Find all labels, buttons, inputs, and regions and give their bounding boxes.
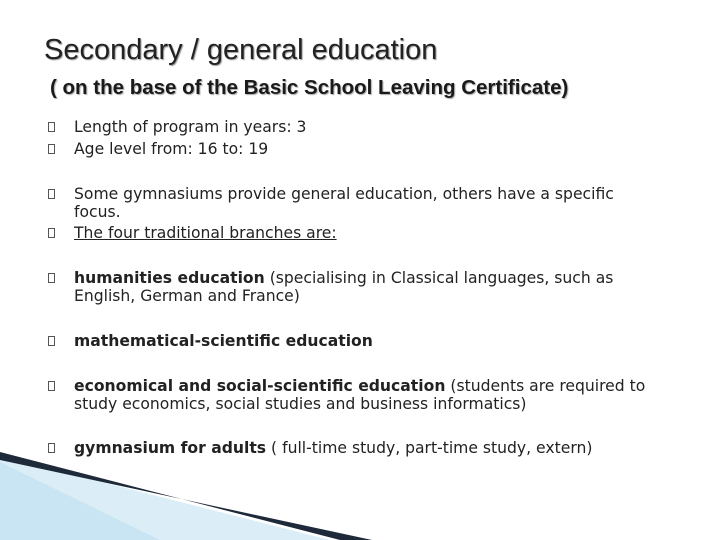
bullet-bold-text: economical and social-scientific education bbox=[74, 377, 446, 395]
list-item bbox=[48, 224, 698, 242]
slide-title: Secondary / general education bbox=[44, 34, 438, 66]
slide-subtitle: ( on the base of the Basic School Leaving Certificate) bbox=[50, 76, 569, 99]
bullet-text: Length of program in years: 3 bbox=[74, 118, 307, 136]
list-item bbox=[48, 118, 698, 136]
bullet-rest-text: ( full-time study, part-time study, extern) bbox=[266, 439, 593, 457]
bullet-bold-text: gymnasium for adults bbox=[74, 439, 267, 457]
bullet-rest-text: (students are required to study economics, social studies and business informatics) bbox=[74, 377, 646, 413]
list-item bbox=[48, 140, 698, 158]
list-item bbox=[48, 185, 698, 221]
square-bullet-icon bbox=[48, 144, 55, 154]
bullet-text bbox=[74, 377, 689, 413]
square-bullet-icon bbox=[48, 336, 55, 346]
bullet-text bbox=[74, 269, 664, 305]
square-bullet-icon bbox=[48, 273, 55, 283]
square-bullet-icon bbox=[48, 381, 55, 391]
bullet-rest-text: (specialising in Classical languages, such as English, German and France) bbox=[74, 269, 614, 305]
bullet-text bbox=[74, 332, 698, 350]
bullet-text: The four traditional branches are: bbox=[74, 224, 337, 242]
bullet-text: Age level from: 16 to: 19 bbox=[74, 140, 269, 158]
bullet-bold-text: humanities education bbox=[74, 269, 265, 287]
square-bullet-icon bbox=[48, 122, 55, 132]
square-bullet-icon bbox=[48, 228, 55, 238]
list-item bbox=[48, 377, 698, 413]
square-bullet-icon bbox=[48, 189, 55, 199]
list-item bbox=[48, 269, 698, 305]
bullet-bold-text: mathematical-scientific education bbox=[74, 332, 373, 350]
bullet-text: Some gymnasiums provide general education, others have a specific focus. bbox=[74, 185, 614, 221]
corner-decoration bbox=[0, 450, 420, 540]
list-item bbox=[48, 332, 698, 350]
